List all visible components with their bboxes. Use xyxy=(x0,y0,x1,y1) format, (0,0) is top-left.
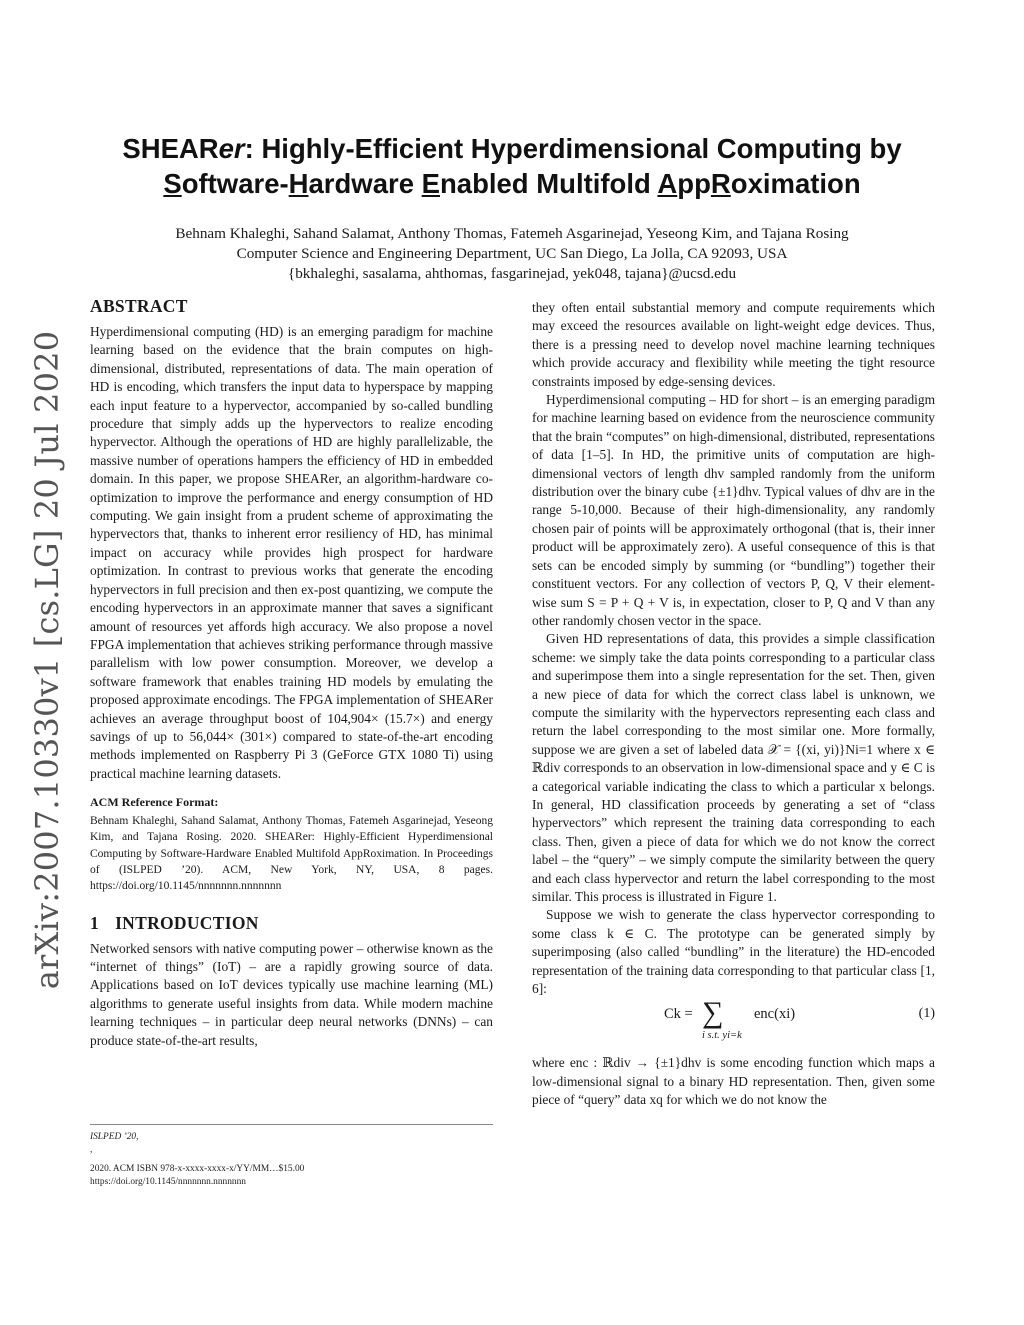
arxiv-stamp xyxy=(24,330,70,990)
equation-rhs: enc(xi) xyxy=(754,1006,796,1023)
footnote-conference: ISLPED ’20, xyxy=(90,1132,139,1142)
author-affiliation: Computer Science and Engineering Department, UC San Diego, La Jolla, CA 92093, USA xyxy=(236,245,788,262)
acm-reference-heading: ACM Reference Format: xyxy=(90,795,219,810)
title-line-1: SHEARer: Highly-Efficient Hyperdimensional Computing by xyxy=(122,133,902,164)
hd-paragraph: Hyperdimensional computing – HD for short – is an emerging paradigm for machine learning based on evidence from the neuroscience community that the brain “computes” on high-dimensional, distributed, representations of data [1–5]. In HD, the primitive units of computation are high-dimensional vectors of length dhv sampled randomly from the uniform distribution over the binary cube {±1}dhv. Typical values of dhv are in the range 5-10,000. Because of their high-dimensionality, any randomly chosen pair of points will be approximately orthogonal (that is, their inner product will be approximately zero). A useful consequence of this is that sets can be encoded simply by summing (or “bundling”) together their constituent vectors. For any collection of vectors P, Q, V their element-wise sum S = P + Q + V is, in expectation, closer to P, Q and V than any other randomly chosen vector in the space. xyxy=(532,392,935,628)
section-number: 1 xyxy=(90,912,100,933)
acm-reference-text: Behnam Khaleghi, Sahand Salamat, Anthony Thomas, Fatemeh Asgarinejad, Yeseong Kim, and Tajana Rosing. 2020. SHEARer: Highly-Efficient Hyperdimensional Computing by Software-Hardware Enabled Multifold AppRoximation. In Proceedings of (ISLPED ’20). ACM, New York, NY, USA, 8 pages. https://doi.org/10.1145/nnnnnnn.nnnnnnn xyxy=(90,815,493,893)
introduction-paragraph: Networked sensors with native computing power – otherwise known as the “internet of things” (IoT) – are a rapidly growing source of data. Applications based on IoT devices typically use machine learning (ML) algorithms to generate useful insights from data. While modern machine learning techniques – in particular deep neural networks (DNNs) – can produce state-of-the-art results, xyxy=(90,940,493,1048)
footnote-doi: https://doi.org/10.1145/nnnnnnn.nnnnnnn xyxy=(90,1177,246,1187)
equation-1 xyxy=(532,996,935,1048)
intro-paragraph-continued: they often entail substantial memory and compute requirements which may exceed the resources available on light-weight edge devices. Thus, there is a pressing need to develop novel machine learning techniques which provide accuracy and flexibility while meeting the tight resource constraints imposed by edge-sensing devices. xyxy=(532,300,935,389)
introduction-section xyxy=(90,913,493,1050)
footnote-isbn: 2020. ACM ISBN 978-x-xxxx-xxxx-x/YY/MM…$15.00 xyxy=(90,1164,305,1174)
right-column xyxy=(532,299,935,1110)
abstract-heading: ABSTRACT xyxy=(90,296,188,316)
title-line-2: Software-Hardware Enabled Multifold AppRoximation xyxy=(163,168,861,199)
footnote-blank: , xyxy=(90,1145,93,1155)
section-title: INTRODUCTION xyxy=(115,912,259,933)
summation-symbol: ∑ xyxy=(702,996,724,1030)
abstract-text: Hyperdimensional computing (HD) is an emerging paradigm for machine learning based on the evidence that the brain computes on high-dimensional, distributed, representations of data. The main operation of HD is encoding, which transfers the input data to hyperspace by mapping each input feature to a hypervector, accompanied by so-called bundling procedure that simply adds up the hypervectors to realize encoding hypervector. Although the operations of HD are highly parallelizable, the massive number of operations hampers the efficiency of HD in embedded domain. In this paper, we propose SHEARer, an algorithm-hardware co-optimization to improve the performance and energy consumption of HD computing. We gain insight from a prudent scheme of approximating the hypervectors that, thanks to inherent error resiliency of HD, has minimal impact on accuracy while provides high prospect for hardware optimization. In contrast to previous works that generate the encoding hypervectors in full precision and then ex-post quantizing, we compute the encoding hypervectors in an approximate manner that saves a significant amount of resources yet affords high accuracy. We also propose a novel FPGA implementation that achieves striking performance through massive parallelism with low power consumption. Moreover, we develop a software framework that enables training HD models by emulating the proposed approximate encodings. The FPGA implementation of SHEARer achieves an average throughput boost of 104,904× (15.7×) and energy savings of up to 56,044× (301×) compared to state-of-the-art encoding methods implemented on Raspberry Pi 3 (GeForce GTX 1080 Ti) using practical machine learning datasets. xyxy=(90,324,493,781)
introduction-heading xyxy=(90,913,493,934)
author-names: Behnam Khaleghi, Sahand Salamat, Anthony Thomas, Fatemeh Asgarinejad, Yeseong Kim, and Tajana Rosing xyxy=(175,225,849,242)
class-hypervector-paragraph: Suppose we wish to generate the class hypervector corresponding to some class k ∈ C. The prototype can be generated simply by superimposing (also called “bundling” in the literature) the HD-encoded representation of the training data corresponding to that particular class [1, 6]: xyxy=(532,907,935,997)
encoding-paragraph: where enc : ℝdiv → {±1}dhv is some encoding function which maps a low-dimensional signal to a binary HD representation. Then, given some piece of “query” data xq for which we do not know the xyxy=(532,1055,935,1108)
footnote-block xyxy=(90,1124,493,1189)
arxiv-stamp-text: arXiv:2007.10330v1 [cs.LG] 20 Jul 2020 xyxy=(28,330,66,990)
author-emails: {bkhaleghi, sasalama, ahthomas, fasgarinejad, yek048, tajana}@ucsd.edu xyxy=(287,265,737,282)
summation-subscript: i s.t. yi=k xyxy=(702,1030,742,1042)
equation-number: (1) xyxy=(918,1006,935,1022)
paper-title xyxy=(100,131,924,201)
author-block xyxy=(100,224,924,284)
equation-lhs: Ck = xyxy=(664,1006,693,1023)
classification-paragraph: Given HD representations of data, this provides a simple classification scheme: we simply take the data points corresponding to a particular class and superimpose them into a single representation for the set. Then, given a new piece of data for which the correct class label is unknown, we compute the similarity with the hypervectors representing each class and return the label corresponding to the most similar one. More formally, suppose we are given a set of labeled data 𝒳 = {(xi, yi)}Ni=1 where x ∈ ℝdiv corresponds to an observation in low-dimensional space and y ∈ C is a categorical variable indicating the class to which a particular x belongs. In general, HD classification proceeds by generating a set of “class hypervectors” which represent the training data corresponding to each class. Then, given a piece of data for which we do not know the correct label – the “query” – we simply compute the similarity between the query and each class hypervector and return the label corresponding to the most similar. This process is illustrated in Figure 1. xyxy=(532,631,935,904)
left-column xyxy=(90,296,493,1050)
